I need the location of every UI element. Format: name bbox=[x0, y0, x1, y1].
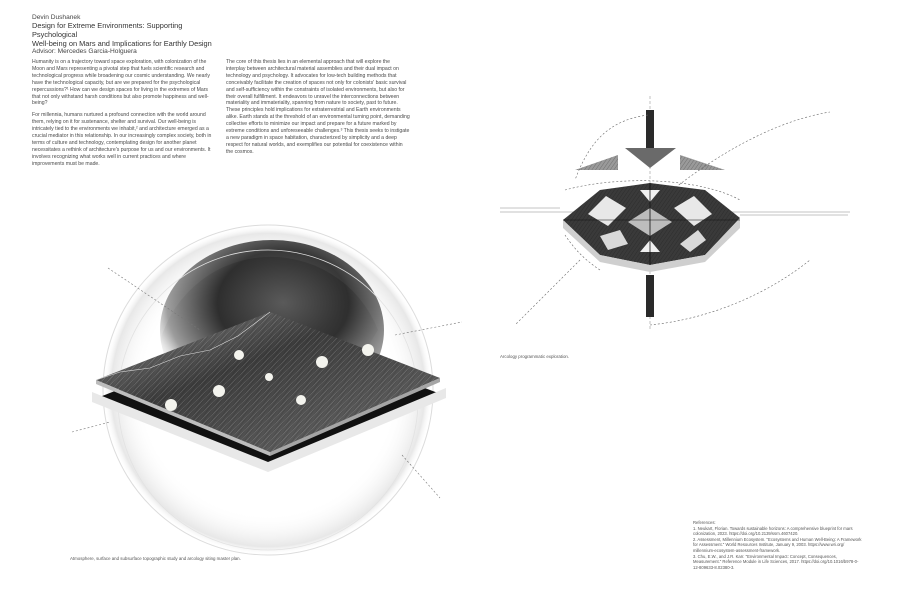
reference-line: millennium-ecosystem-assessment-framework. bbox=[693, 547, 781, 553]
reference-line: 1. Neukart, Florian. Towards sustainable horizons: A comprehensive blueprint for mars bbox=[693, 525, 853, 531]
reference-line: 2. Assessment, Millennium Ecosystem. "Ecosystems and Human Well-Being: A Framework bbox=[693, 536, 862, 542]
advisor-name: Advisor: Mercedes Garcia-Holguera bbox=[32, 48, 137, 56]
topography-caption: Atmosphere, surface and subsurface topographic study and arcology siting master plan. bbox=[70, 556, 241, 561]
arcology-illustration bbox=[500, 96, 850, 330]
references-block bbox=[693, 520, 871, 570]
reference-line: colonization, 2023. https://doi.org/10.2139/ssrn.4607420. bbox=[693, 531, 799, 537]
arcology-caption: Arcology programmatic exploration. bbox=[500, 354, 570, 359]
references-heading: References: bbox=[693, 520, 716, 525]
reference-line: 3. Chu, E.W., and J.R. Karr. "Environmental Impact: Concept, Consequences, bbox=[693, 553, 837, 559]
thesis-title-line-1: Design for Extreme Environments: Supporting Psychological bbox=[32, 21, 183, 39]
reference-line: Measurement." Reference Module in Life Sciences, 2017. https://doi.org/10.1016/b978-0- bbox=[693, 559, 859, 565]
atmosphere-sphere-illustration bbox=[72, 225, 462, 555]
author-name: Devin Dushanek bbox=[32, 14, 81, 21]
paragraph: For millennia, humans nurtured a profound connection with the world around them, relying on it for sustenance, shelter and survival. Our well-being is intricately tied to the environments we inhabit,² and architecture emerged as a crucial mediator in this relationship. In our increasingly complex society, both in terms of culture and technology, contemplating design for another planet necessitates a rethink of architecture's purpose for us and our environments. It involves recognizing what works well in current practices and where improvements must be made. bbox=[32, 112, 212, 167]
reference-line: for Assessment." World Resources Institute, January 9, 2003. https://www.wri.org/ bbox=[693, 542, 845, 548]
thesis-title-line-2: Well-being on Mars and Implications for Earthly Design bbox=[32, 38, 212, 48]
paragraph: The core of this thesis lies in an elemental approach that will explore the interplay between architectural material assemblies and their dual impact on technology and psychology. It advocates for low-tech building methods that conceivably facilitate the creation of spaces not only for colonists' basic survival and self-sufficiency within the constraints of isolated environments, but also for their overall fulfillment. It endeavors to unravel the interconnections between materiality and immateriality, spanning from nature to society, past to future. These principles hold implications for extraterrestrial and Earth environments alike. Earth stands at the threshold of an environmental turning point, demanding collective efforts to minimize our impact and prepare for a future marked by extreme conditions and unforeseeable challenges.³ This thesis seeks to instigate a new paradigm in space habitation, characterized by simplicity and a deep respect for natural worlds, and exemplifies our potential for coexistence within the cosmos. bbox=[226, 59, 410, 155]
reference-line: 12-809633-8.02380-3. bbox=[693, 564, 735, 570]
paragraph: Humanity is on a trajectory toward space exploration, with colonization of the Moon and Mars representing a pivotal step that fuels scientific research and technological progress while broadening our cosmic understanding. We nearly have the technological capacity, but are we prepared for the psychological repercussions?¹ How can we design spaces for living in the extremes of Mars that not only withstand harsh conditions but also promote happiness and well-being? bbox=[32, 59, 210, 107]
